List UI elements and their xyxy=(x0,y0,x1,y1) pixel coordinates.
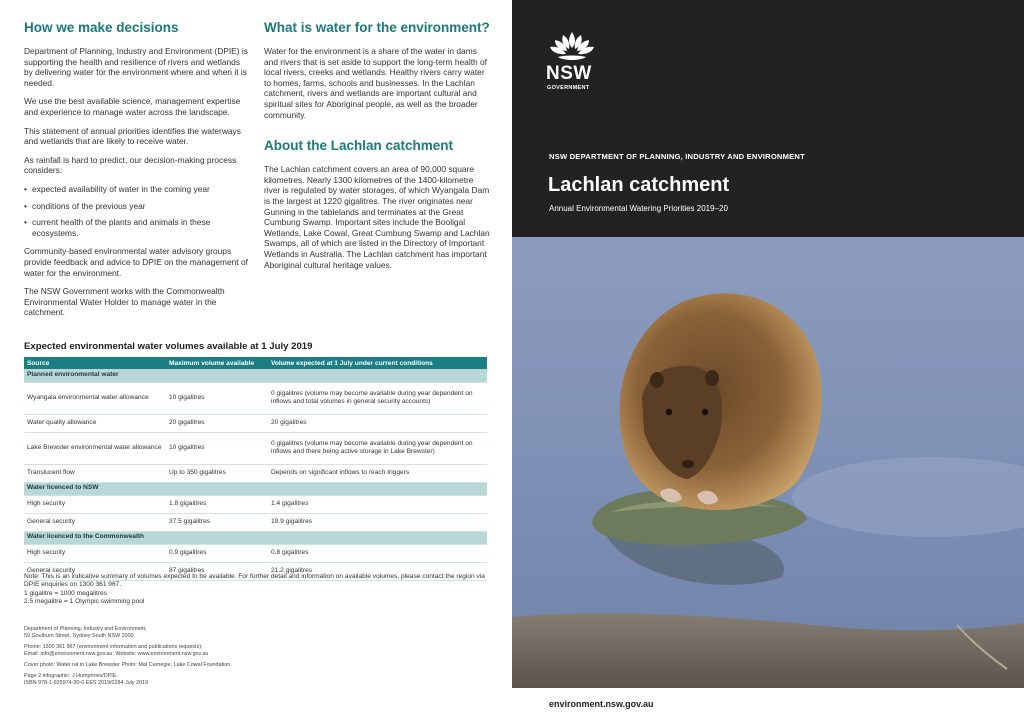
table-cell: 0 gigalitres (volume may become available during year dependent on inflows and total volumes in general security accounts) xyxy=(268,382,487,414)
cover-page xyxy=(512,0,1024,724)
address-line: 59 Goulburn Street, Sydney South NSW 2000. xyxy=(24,633,136,639)
paragraph: We use the best available science, management expertise and experience to manage water across the landscape. xyxy=(24,96,241,117)
department-name: NSW DEPARTMENT OF PLANNING, INDUSTRY AND ENVIRONMENT xyxy=(549,152,805,161)
document-subtitle: Annual Environmental Watering Priorities 2019–20 xyxy=(549,204,728,213)
list-item: • expected availability of water in the coming year xyxy=(24,184,248,195)
table-row xyxy=(24,544,487,562)
table-row xyxy=(24,513,487,531)
note-line: 2.5 megalitre = 1 Olympic swimming pool xyxy=(24,598,145,606)
section-label: Water licenced to NSW xyxy=(24,482,487,495)
table-section-row xyxy=(24,531,487,544)
table-cell: General security xyxy=(24,513,166,531)
water-rat-eye xyxy=(666,409,672,415)
footer-address xyxy=(24,626,274,640)
cover-banner xyxy=(512,0,1024,237)
table-note xyxy=(24,573,487,607)
table-cell: 37.5 gigalitres xyxy=(166,513,268,531)
column-header: Volume expected at 1 July under current conditions xyxy=(268,357,487,369)
table-section-row xyxy=(24,482,487,495)
document-title: Lachlan catchment xyxy=(548,174,730,196)
note-line: Note: This is an indicative summary of volumes expected to be available. For further detail and information on available volumes, please contact the region via DPIE enquiries on 1300 361 967. xyxy=(24,573,485,589)
table-cell: 10 gigalitres xyxy=(166,382,268,414)
infographic-credit: Page 2 infographic: J Humphries/DPIE. xyxy=(24,673,118,679)
paragraph: Department of Planning, Industry and Environment (DPIE) is supporting the health and resilience of rivers and wetlands by delivering water for the environment where and when it is needed. xyxy=(24,46,248,88)
column-header: Source xyxy=(24,357,166,369)
cover-photo xyxy=(512,237,1024,688)
photo-credit: Cover photo: Water rat in Lake Brewster Photo: Mal Carnegie, Lake Cowal Foundation. xyxy=(24,662,232,668)
water-volumes-table xyxy=(24,357,487,581)
table-cell: High security xyxy=(24,544,166,562)
table-cell: 0.8 gigalitres xyxy=(268,544,487,562)
column-how-we-make-decisions xyxy=(24,20,248,326)
table-header-row xyxy=(24,357,487,369)
table-cell: Lake Brewster environmental water allowance xyxy=(24,432,166,464)
water-rat-nose xyxy=(682,460,694,468)
table-cell: 1.4 gigalitres xyxy=(268,495,487,513)
water-rat-ear xyxy=(650,372,664,388)
section-label: Planned environmental water xyxy=(24,369,487,382)
table-row xyxy=(24,432,487,464)
address-line: Department of Planning, Industry and Environment, xyxy=(24,626,147,632)
logo-nsw-text: NSW xyxy=(546,63,592,84)
note-line: 1 gigalitre = 1000 megalitres xyxy=(24,589,108,597)
table-cell: General security xyxy=(24,562,166,580)
table-row xyxy=(24,414,487,432)
paragraph: This statement of annual priorities identifies the waterways and wetlands that are likely to receive water. xyxy=(24,125,241,147)
table-title: Expected environmental water volumes available at 1 July 2019 xyxy=(24,341,313,352)
email-line: Email: info@environment.nsw.gov.au; Website: www.environment.nsw.gov.au xyxy=(24,651,209,657)
table-cell: 10 gigalitres xyxy=(166,432,268,464)
table-cell: Up to 350 gigalitres xyxy=(166,464,268,482)
table-row xyxy=(24,495,487,513)
table-cell: 20 gigalitres xyxy=(268,414,487,432)
table-cell: Translucent flow xyxy=(24,464,166,482)
footer-publication xyxy=(24,673,274,687)
paragraph: The NSW Government works with the Commonwealth Environmental Water Holder to manage water in the catchment. xyxy=(24,286,225,318)
table-row xyxy=(24,464,487,482)
table-row xyxy=(24,382,487,414)
heading-how-we-make-decisions: How we make decisions xyxy=(24,20,179,35)
isbn-line: ISBN 978-1-925974-30-0 EES 2019/0284 July 2019 xyxy=(24,680,149,686)
list-item: • conditions of the previous year xyxy=(24,201,248,212)
paragraph: As rainfall is hard to predict, our decision-making process considers: xyxy=(24,154,237,176)
list-item: • current health of the plants and animals in these ecosystems. xyxy=(24,217,248,238)
column-header: Maximum volume available xyxy=(166,357,268,369)
paragraph: The Lachlan catchment covers an area of 90,000 square kilometres. Nearly 1300 kilometres of the 1400-kilometre river is regulated by water storages, of which Wyangala Dam is the largest at 1220 gigalitres. The river originates near Gunning in the tablelands and terminates at the Great Cumbung Swamp. Important sites include the Booligal Wetlands, Lake Cowal, Great Cumbung Swamp and Lachlan Swamps, all of which are listed in the Directory of Important Wetlands in Australia. The Lachlan catchment has important Aboriginal cultural heritage values. xyxy=(264,164,490,270)
water-rat-ear xyxy=(705,370,719,386)
heading-about-lachlan-catchment: About the Lachlan catchment xyxy=(264,138,454,154)
left-page xyxy=(24,20,490,720)
section-label: Water licenced to the Commonwealth xyxy=(24,531,487,544)
considerations-list xyxy=(24,184,248,238)
table-cell: 1.8 gigalitres xyxy=(166,495,268,513)
table-cell: 20 gigalitres xyxy=(166,414,268,432)
table-cell: 0 gigalitres (volume may become available during year dependent on inflows and there being active storage in Lake Brewster) xyxy=(268,432,487,464)
water-rat-eye xyxy=(702,409,708,415)
publication-footer xyxy=(24,626,274,691)
table-cell: High security xyxy=(24,495,166,513)
table-cell: 0.9 gigalitres xyxy=(166,544,268,562)
heading-what-is-water-for-environment: What is water for the environment? xyxy=(264,20,490,35)
waratah-logo-icon xyxy=(542,30,602,64)
paragraph: Water for the environment is a share of the water in dams and rivers that is set aside to support the long-term health of local rivers, creeks and wetlands. Healthy rivers carry water to homes, farms, schools and businesses. In the Lachlan catchment, rivers and wetlands are important cultural and spiritual sites for Aboriginal people, as well as the broader community. xyxy=(264,46,487,120)
table-cell: 87 gigalitres xyxy=(166,562,268,580)
website-url: environment.nsw.gov.au xyxy=(549,699,654,709)
table-cell: Water quality allowance xyxy=(24,414,166,432)
table-section-row xyxy=(24,369,487,382)
footer-contact xyxy=(24,644,274,658)
phone-line: Phone: 1300 361 967 (environment information and publications requests); xyxy=(24,644,203,650)
paragraph: Community-based environmental water advisory groups provide feedback and advice to DPIE on the management of water for the environment. xyxy=(24,246,248,278)
logo-government-text: GOVERNMENT xyxy=(547,85,590,91)
table-cell: Depends on significant inflows to reach triggers xyxy=(268,464,487,482)
table-cell: 21.2 gigalitres xyxy=(268,562,487,580)
table-cell: 19.9 gigalitres xyxy=(268,513,487,531)
table-cell: Wyangala environmental water allowance xyxy=(24,382,166,414)
column-water-for-environment xyxy=(264,20,490,278)
